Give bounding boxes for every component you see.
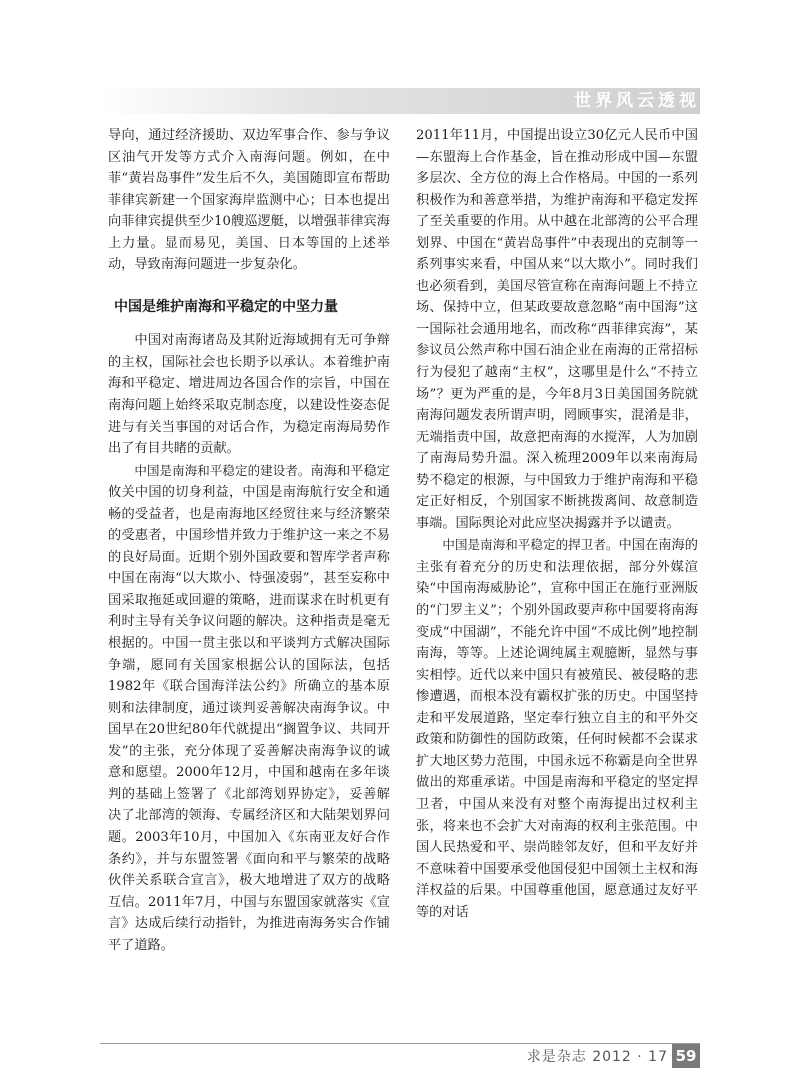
right-column	[416, 125, 698, 923]
left-column	[108, 125, 390, 956]
paragraph-text: 中国在南海的主张有着充分的历史和法理依据，部分外媒渲染“中国南海威胁论”，宣称中国正在施行亚洲版的“门罗主义”；个别外国政要声称中国要将南海变成“中国湖”，不能允许中国“不成比例”地控制南海，等等。上述论调纯属主观臆断，显然与事实相悖。近代以来中国只有被殖民、被侵略的悲惨遭遇，而根本没有霸权扩张的历史。中国坚持走和平发展道路，坚定奉行独立自主的和平外交政策和防御性的国防政策，任何时候都不会谋求扩大地区势力范围，中国永远不称霸是向全世界做出的郑重承诺。中国是南海和平稳定的坚定捍卫者，中国从来没有对整个南海提出过权利主张，将来也不会扩大对南海的权利主张范围。中国人民热爱和平、崇尚睦邻友好，但和平友好并不意味着中国要承受他国侵犯中国领土主权和海洋权益的后果。中国尊重他国，愿意通过友好平等的对话	[416, 538, 698, 920]
paragraph-keyword: 中国是南海和平稳定的建设者。	[134, 462, 311, 478]
page-number: 59	[672, 1044, 700, 1068]
paragraph: 2011年11月，中国提出设立30亿元人民币中国—东盟海上合作基金，旨在推动形成中国—东盟多层次、全方位的海上合作格局。中国的一系列积极作为和善意举措，为维护南海和平稳定发挥了至关重要的作用。从中越在北部湾的公平合理划界、中国在“黄岩岛事件”中表现出的克制等一系列事实来看，中国从来“以大欺小”。同时我们也必须看到，美国尽管宣称在南海问题上不持立场、保持中立，但某政要故意忽略“南中国海”这一国际社会通用地名，而改称“西菲律宾海”，某参议员公然声称中国石油企业在南海的正常招标行为侵犯了越南“主权”，这哪里是什么“不持立场”？更为严重的是，今年8月3日美国国务院就南海问题发表所谓声明，罔顾事实，混淆是非，无端指责中国，故意把南海的水搅浑，人为加剧了南海局势升温。深入梳理2009年以来南海局势不稳定的根源，与中国致力于维护南海和平稳定正好相反，个别国家不断挑拨离间、故意制造事端。国际舆论对此应坚决揭露并予以谴责。	[416, 128, 698, 531]
paragraph-keyword: 中国是南海和平稳定的捍卫者。	[442, 537, 619, 553]
footer-divider	[100, 1043, 700, 1044]
paragraph	[108, 460, 390, 957]
paragraph	[416, 534, 698, 923]
journal-issue: 求是杂志 2012 · 17	[526, 1049, 668, 1065]
paragraph-text: 中国对南海诸岛及其附近海域拥有无可争辩的主权，国际社会也长期予以承认。本着维护南海和平稳定、增进周边各国合作的宗旨，中国在南海问题上始终采取克制态度，以建设性姿态促进与有关当事国的对话合作，为稳定南海局势作出了有目共睹的贡献。	[108, 333, 390, 457]
section-heading: 中国是维护南海和平稳定的中坚力量	[114, 298, 338, 315]
paragraph	[108, 330, 390, 459]
paragraph-text: 南海和平稳定攸关中国的切身利益，中国是南海航行安全和通畅的受益者，也是南海地区经贸往来与经济繁荣的受惠者，中国珍惜并致力于维护这一来之不易的良好局面。近期个别外国政要和智库学者声称中国在南海“以大欺小、恃强凌弱”，甚至妄称中国采取拖延或回避的策略，进而谋求在时机更有利时主导有关争议问题的解决。这种指责是毫无根据的。中国一贯主张以和平谈判方式解决国际争端，愿同有关国家根据公认的国际法，包括1982年《联合国海洋法公约》所确立的基本原则和法律制度，通过谈判妥善解决南海争议。中国早在20世纪80年代就提出“搁置争议、共同开发”的主张，充分体现了妥善解决南海争议的诚意和愿望。2000年12月，中国和越南在多年谈判的基础上签署了《北部湾划界协定》，妥善解决了北部湾的领海、专属经济区和大陆架划界问题。2003年10月，中国加入《东南亚友好合作条约》，并与东盟签署《面向和平与繁荣的战略伙伴关系联合宣言》，极大地增进了双方的战略互信。2011年7月，中国与东盟国家就落实《宣言》达成后续行动指针，为推进南海务实合作铺平了道路。	[108, 463, 390, 953]
paragraph: 导向，通过经济援助、双边军事合作、参与争议区油气开发等方式介入南海问题。例如，在中菲“黄岩岛事件”发生后不久，美国随即宣布帮助菲律宾新建一个国家海岸监测中心；日本也提出向菲律宾提供至少10艘巡逻艇，以增强菲律宾海上力量。显而易见，美国、日本等国的上述举动，导致南海问题进一步复杂化。	[108, 128, 390, 273]
section-label: 世界风云透视	[574, 91, 700, 111]
